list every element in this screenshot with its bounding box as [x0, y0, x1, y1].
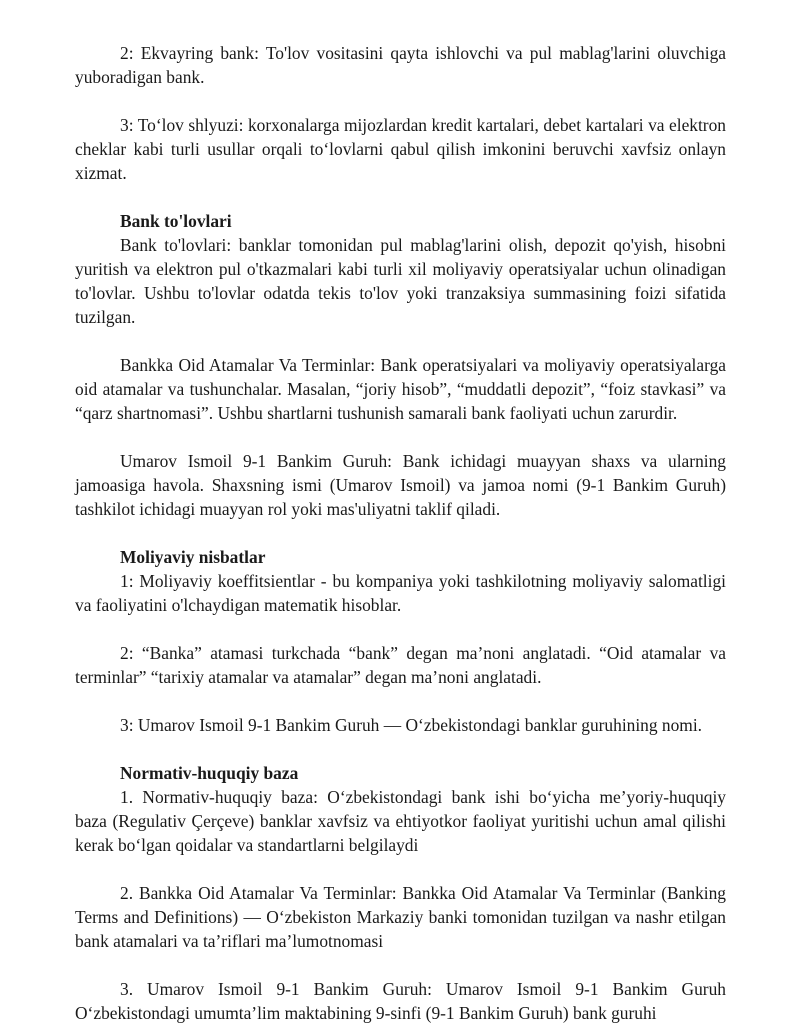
paragraph-regulatory-1: 1. Normativ-huquqiy baza: O‘zbekistondagi bank ishi bo‘yicha me’yoriy-huquqiy baza (Regulativ Çerçeve) banklar xavfsiz va ehtiyotkor faoliyat yuritishi uchun amal qilishi kerak bo‘lgan qoidalar va standartlarni belgilaydi: [75, 787, 726, 855]
paragraph-ratios-3: 3: Umarov Ismoil 9-1 Bankim Guruh — O‘zbekistondagi banklar guruhining nomi.: [120, 715, 703, 735]
paragraph-banking-terms: Bankka Oid Atamalar Va Terminlar: Bank operatsiyalari va moliyaviy operatsiyalarga oid atamalar va tushunchalar. Masalan, “joriy hisob”, “muddatli depozit”, “foiz stavkasi” va “qarz shartnomasi”. Ushbu shartlarni tushunish samarali bank faoliyati uchun zarurdir.: [75, 355, 726, 423]
heading-bank-fees: Bank to'lovlari: [120, 211, 232, 231]
heading-regulatory-framework: Normativ-huquqiy baza: [120, 763, 299, 783]
document-body: [75, 41, 726, 1025]
paragraph-ratios-2: 2: “Banka” atamasi turkchada “bank” degan ma’noni anglatadi. “Oid atamalar va terminlar” “tarixiy atamalar va atamalar” degan ma’noni anglatadi.: [75, 643, 726, 687]
paragraph-group-reference: Umarov Ismoil 9-1 Bankim Guruh: Bank ichidagi muayyan shaxs va ularning jamoasiga havola. Shaxsning ismi (Umarov Ismoil) va jamoa nomi (9-1 Bankim Guruh) tashkilot ichidagi muayyan rol yoki mas'uliyatni taklif qiladi.: [75, 451, 726, 519]
paragraph-acquiring-bank: 2: Ekvayring bank: To'lov vositasini qayta ishlovchi va pul mablag'larini oluvchiga yuboradigan bank.: [75, 43, 726, 87]
paragraph-payment-gateway: 3: To‘lov shlyuzi: korxonalarga mijozlardan kredit kartalari, debet kartalari va elektron cheklar kabi turli usullar orqali to‘lovlarni qabul qilish imkonini beruvchi xavfsiz onlayn xizmat.: [75, 115, 726, 183]
paragraph-bank-fees: Bank to'lovlari: banklar tomonidan pul mablag'larini olish, depozit qo'yish, hisobni yuritish va elektron pul o'tkazmalari kabi turli xil moliyaviy operatsiyalar uchun olinadigan to'lovlar. Ushbu to'lovlar odatda tekis to'lov yoki tranzaksiya summasining foizi sifatida tuzilgan.: [75, 235, 726, 327]
paragraph-ratios-1: 1: Moliyaviy koeffitsientlar - bu kompaniya yoki tashkilotning moliyaviy salomatligi va faoliyatini o'lchaydigan matematik hisoblar.: [75, 571, 726, 615]
paragraph-regulatory-3: 3. Umarov Ismoil 9-1 Bankim Guruh: Umarov Ismoil 9-1 Bankim Guruh O‘zbekistondagi umumta’lim maktabining 9-sinfi (9-1 Bankim Guruh) bank guruhi: [75, 979, 726, 1023]
paragraph-regulatory-2: 2. Bankka Oid Atamalar Va Terminlar: Bankka Oid Atamalar Va Terminlar (Banking Terms and Definitions) — O‘zbekiston Markaziy banki tomonidan tuzilgan va nashr etilgan bank atamalari va ta’riflari ma’lumotnomasi: [75, 883, 726, 951]
heading-financial-ratios: Moliyaviy nisbatlar: [120, 547, 266, 567]
